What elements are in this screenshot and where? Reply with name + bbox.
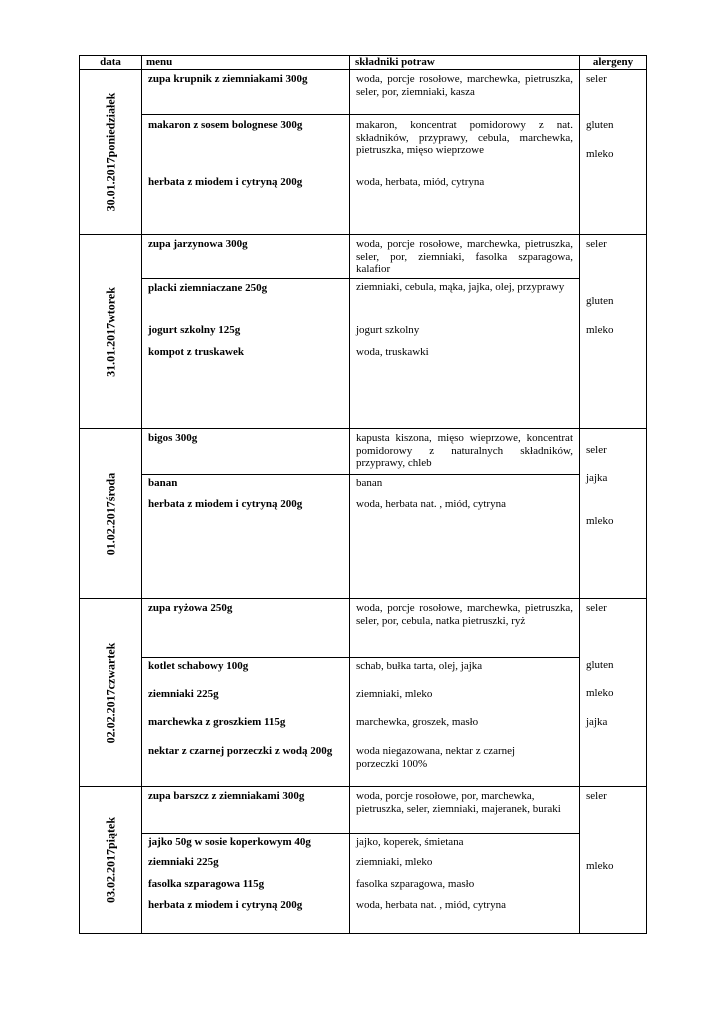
dish-name: placki ziemniaczane 250g xyxy=(148,282,268,294)
dish-name: zupa barszcz z ziemniakami 300g xyxy=(148,790,305,802)
dish-ingredients: ziemniaki, mleko xyxy=(356,856,433,868)
dish-name: fasolka szparagowa 115g xyxy=(148,878,265,890)
allergens-cell xyxy=(580,787,647,934)
dish-separator xyxy=(350,833,579,834)
dish-name: zupa krupnik z ziemniakami 300g xyxy=(148,73,308,85)
day-row-tuesday xyxy=(80,235,647,429)
dish-ingredients: schab, bułka tarta, olej, jajka xyxy=(356,660,483,672)
date-cell xyxy=(80,429,142,599)
dish-separator xyxy=(142,833,349,834)
dish-ingredients: woda, truskawki xyxy=(356,346,429,358)
dish-name: jogurt szkolny 125g xyxy=(148,324,241,336)
dish-separator xyxy=(142,278,349,279)
allergen: gluten xyxy=(586,119,614,131)
dish-ingredients: ziemniaki, cebula, mąka, jajka, olej, przyprawy xyxy=(356,281,565,293)
allergen: seler xyxy=(586,444,607,456)
day-date: 30.01.2017poniedziałek xyxy=(103,92,117,212)
allergens-cell xyxy=(580,235,647,429)
menu-cell xyxy=(142,235,350,429)
dish-name: jajko 50g w sosie koperkowym 40g xyxy=(148,836,311,848)
header-ingredients: składniki potraw xyxy=(350,56,580,70)
dish-name: makaron z sosem bolognese 300g xyxy=(148,119,303,131)
dish-separator xyxy=(350,657,579,658)
dish-separator xyxy=(142,657,349,658)
allergen: mleko xyxy=(586,687,614,699)
dish-name: kotlet schabowy 100g xyxy=(148,660,249,672)
allergen: seler xyxy=(586,790,607,802)
dish-ingredients: banan xyxy=(356,477,383,489)
dish-name: zupa jarzynowa 300g xyxy=(148,238,248,250)
allergen: jajka xyxy=(586,716,608,728)
dish-ingredients: jajko, koperek, śmietana xyxy=(356,836,464,848)
allergen: seler xyxy=(586,73,607,85)
ingredients-cell xyxy=(350,787,580,934)
dish-ingredients: ziemniaki, mleko xyxy=(356,688,433,700)
dish-name: ziemniaki 225g xyxy=(148,856,219,868)
day-date: 03.02.2017piątek xyxy=(103,816,117,904)
allergen: mleko xyxy=(586,324,614,336)
dish-ingredients: jogurt szkolny xyxy=(356,324,420,336)
dish-ingredients: woda, porcje rosołowe, marchewka, pietruszka, seler, por, ziemniaki, kasza xyxy=(356,73,573,98)
day-row-monday xyxy=(80,70,647,235)
dish-ingredients: makaron, koncentrat pomidorowy z nat. składników, przyprawy, cebula, marchewka, pietruszka, mięso wieprzowe xyxy=(356,119,573,156)
menu-cell xyxy=(142,429,350,599)
dish-name: bigos 300g xyxy=(148,432,198,444)
header-row xyxy=(80,56,647,70)
header-date: data xyxy=(80,56,142,70)
dish-ingredients: marchewka, groszek, masło xyxy=(356,716,479,728)
ingredients-cell xyxy=(350,599,580,787)
dish-ingredients: woda, herbata nat. , miód, cytryna xyxy=(356,498,506,510)
ingredients-cell xyxy=(350,235,580,429)
dish-name: zupa ryżowa 250g xyxy=(148,602,233,614)
allergen: seler xyxy=(586,238,607,250)
allergen: gluten xyxy=(586,659,614,671)
dish-ingredients: woda, porcje rosołowe, marchewka, pietruszka, seler, por, cebula, natka pietruszki, ryż xyxy=(356,602,573,627)
menu-cell xyxy=(142,70,350,235)
dish-separator xyxy=(350,278,579,279)
dish-ingredients: kapusta kiszona, mięso wieprzowe, koncentrat pomidorowy z naturalnych składników, przyprawy, chleb xyxy=(356,432,573,469)
header-menu: menu xyxy=(142,56,350,70)
date-cell xyxy=(80,787,142,934)
allergens-cell xyxy=(580,429,647,599)
dish-ingredients: woda, herbata nat. , miód, cytryna xyxy=(356,899,506,911)
dish-name: ziemniaki 225g xyxy=(148,688,219,700)
header-allergens: alergeny xyxy=(580,56,647,70)
day-date: 02.02.2017czwartek xyxy=(103,642,117,743)
menu-cell xyxy=(142,787,350,934)
dish-ingredients: woda niegazowana, nektar z czarnej porzeczki 100% xyxy=(356,745,516,770)
dish-ingredients: woda, herbata, miód, cytryna xyxy=(356,176,485,188)
menu-table xyxy=(79,55,647,934)
dish-name: nektar z czarnej porzeczki z wodą 200g xyxy=(148,745,333,757)
date-cell xyxy=(80,70,142,235)
dish-name: banan xyxy=(148,477,178,489)
dish-separator xyxy=(350,114,579,115)
allergens-cell xyxy=(580,70,647,235)
dish-name: herbata z miodem i cytryną 200g xyxy=(148,176,303,188)
ingredients-cell xyxy=(350,429,580,599)
allergen: seler xyxy=(586,602,607,614)
allergen: mleko xyxy=(586,860,614,872)
menu-cell xyxy=(142,599,350,787)
dish-name: herbata z miodem i cytryną 200g xyxy=(148,899,303,911)
day-row-wednesday xyxy=(80,429,647,599)
allergen: jajka xyxy=(586,472,608,484)
day-row-thursday xyxy=(80,599,647,787)
dish-name: herbata z miodem i cytryną 200g xyxy=(148,498,303,510)
date-cell xyxy=(80,235,142,429)
dish-name: marchewka z groszkiem 115g xyxy=(148,716,286,728)
date-cell xyxy=(80,599,142,787)
dish-separator xyxy=(142,474,349,475)
allergen: gluten xyxy=(586,295,614,307)
dish-ingredients: woda, porcje rosołowe, marchewka, pietruszka, seler, por, ziemniaki, fasolka szparagowa, kalafior xyxy=(356,238,573,275)
dish-name: kompot z truskawek xyxy=(148,346,244,358)
dish-separator xyxy=(350,474,579,475)
allergen: mleko xyxy=(586,515,614,527)
dish-ingredients: woda, porcje rosołowe, por, marchewka, pietruszka, seler, ziemniaki, majeranek, buraki xyxy=(356,790,561,815)
day-date: 31.01.2017wtorek xyxy=(103,286,117,377)
day-date: 01.02.2017środa xyxy=(103,472,117,555)
ingredients-cell xyxy=(350,70,580,235)
allergen: mleko xyxy=(586,148,614,160)
dish-separator xyxy=(142,114,349,115)
dish-ingredients: fasolka szparagowa, masło xyxy=(356,878,475,890)
day-row-friday xyxy=(80,787,647,934)
allergens-cell xyxy=(580,599,647,787)
